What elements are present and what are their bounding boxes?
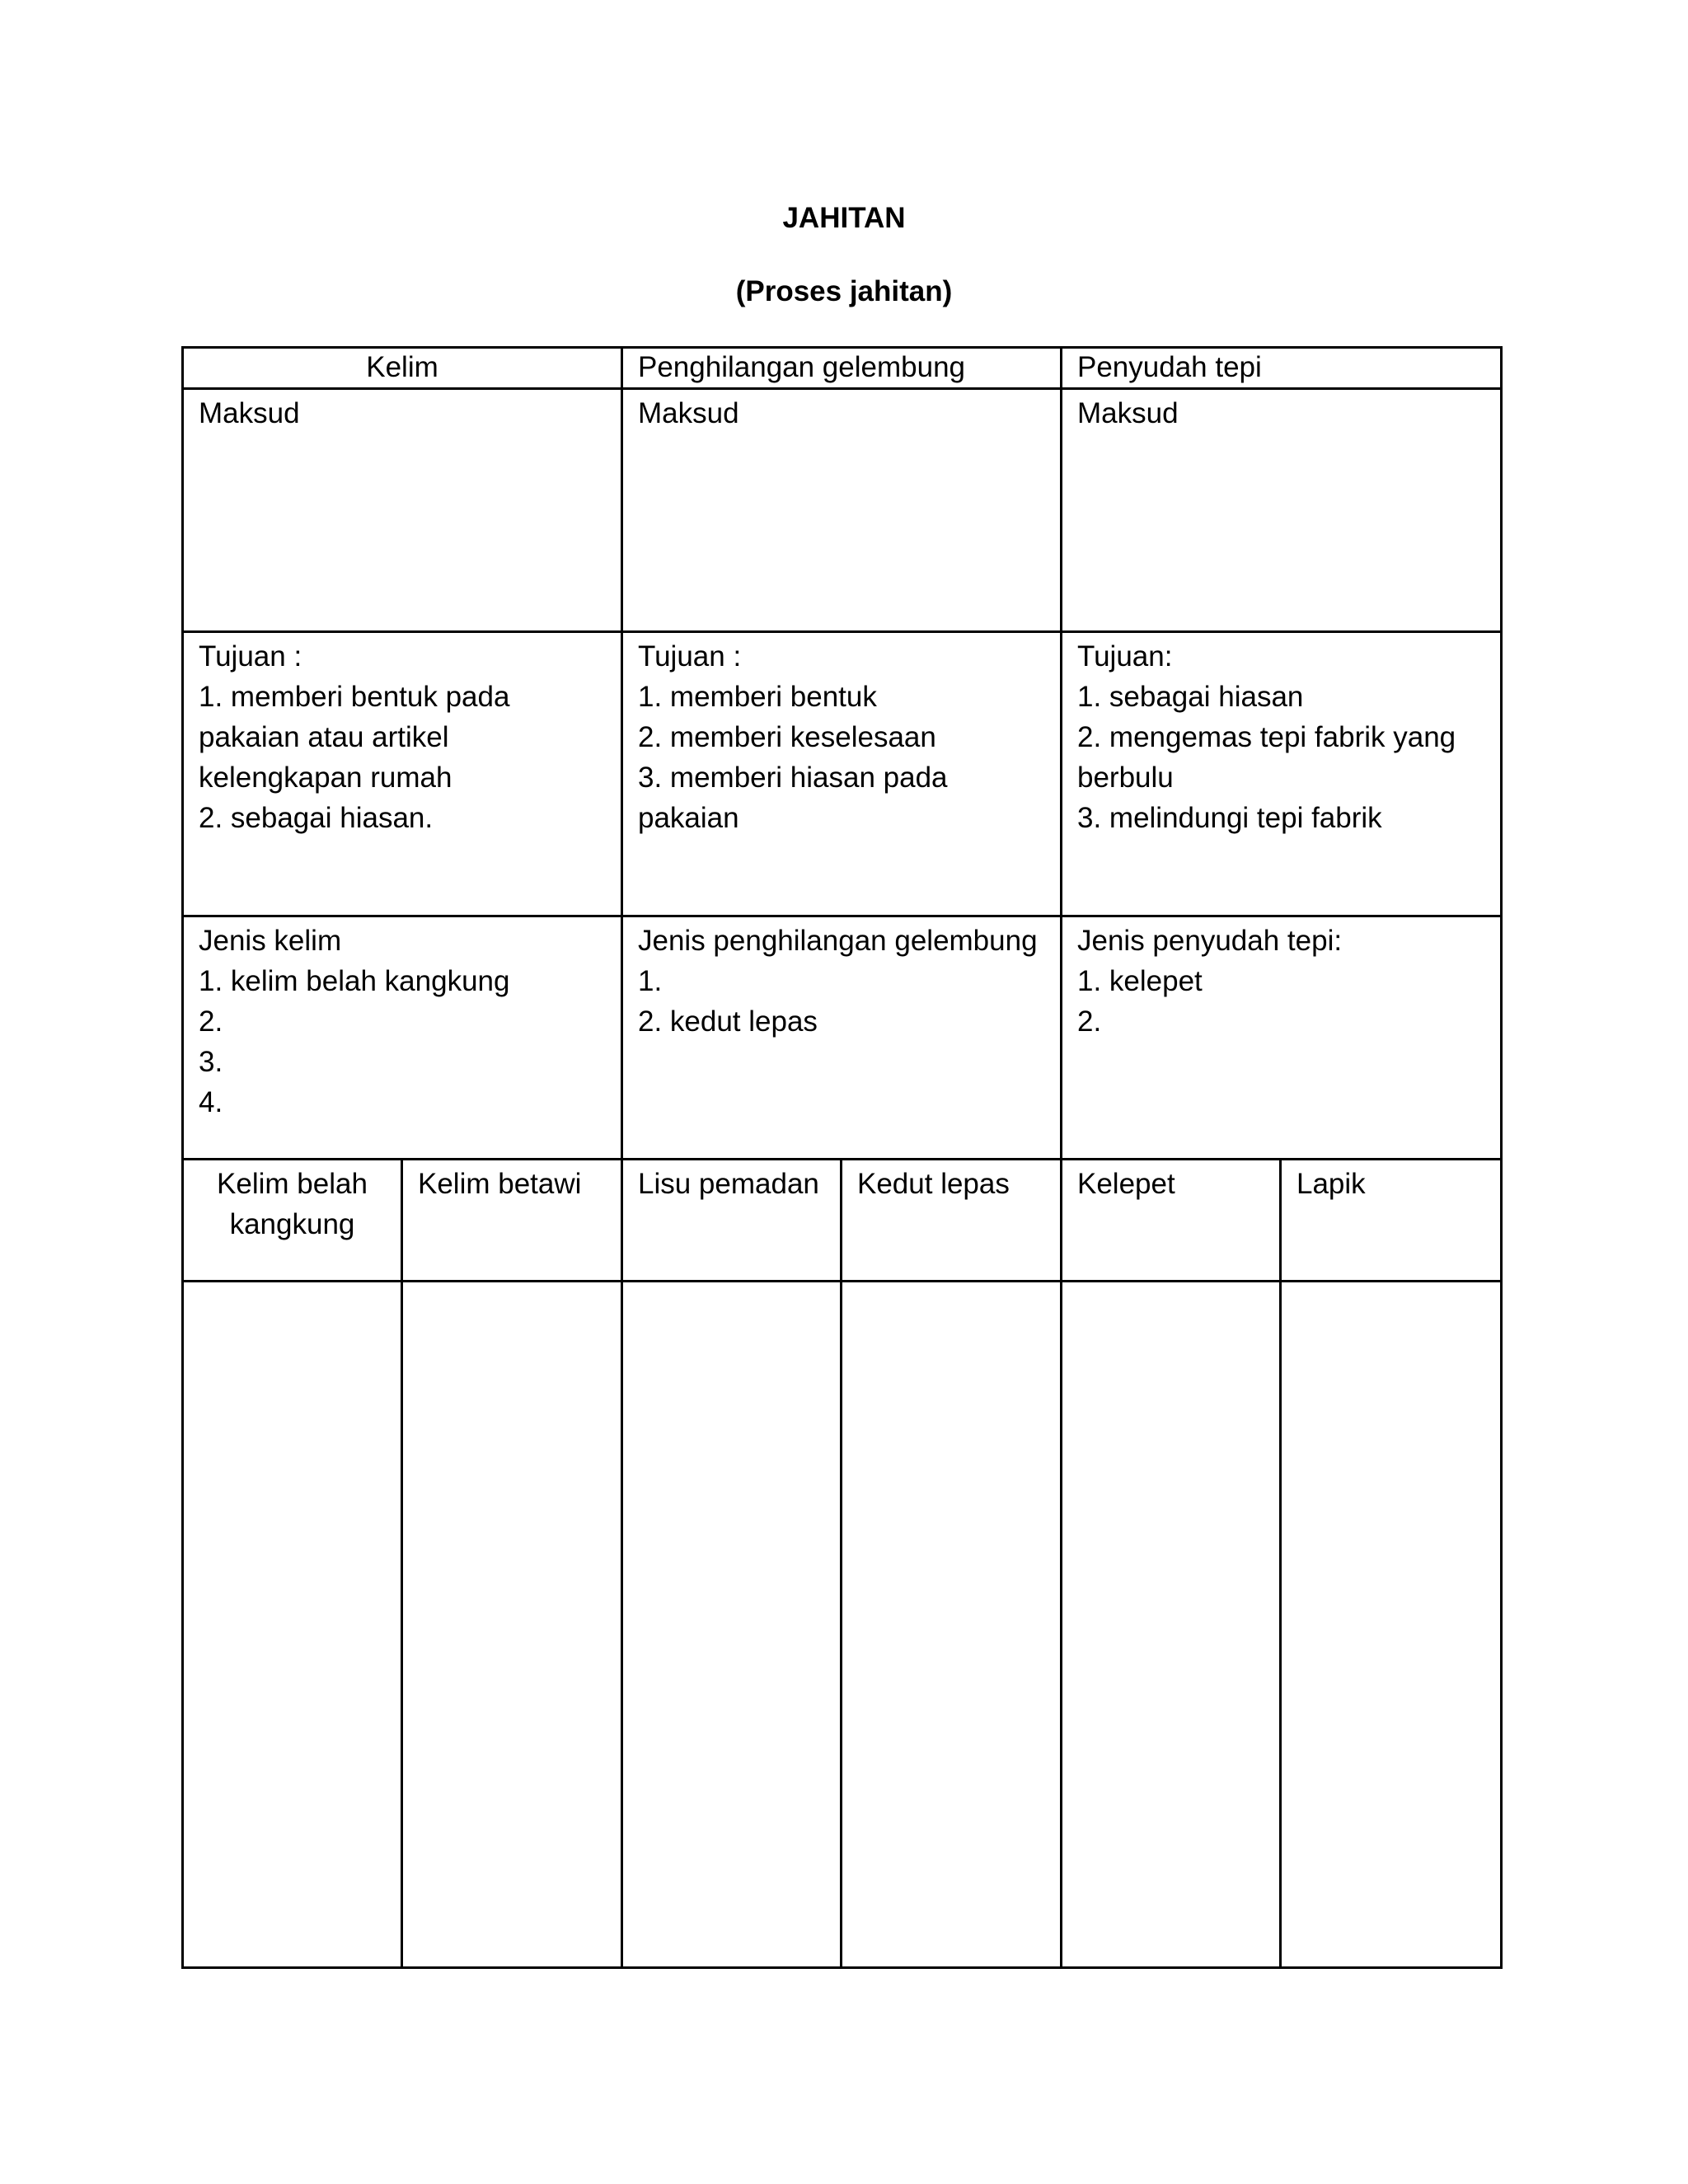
tujuan-cell-penghilangan-gelembung: Tujuan : 1. memberi bentuk 2. memberi keselesaan 3. memberi hiasan pada pakaian xyxy=(622,632,1062,916)
subtype-cell-kelim-betawi: Kelim betawi xyxy=(402,1160,622,1282)
tujuan-cell-kelim: Tujuan : 1. memberi bentuk pada pakaian atau artikel kelengkapan rumah 2. sebagai hiasan. xyxy=(183,632,622,916)
column-heading-penghilangan-gelembung: Penghilangan gelembung xyxy=(622,348,1062,389)
subtype-row xyxy=(183,1160,1502,1282)
answer-cell-lisu-pemadan[interactable] xyxy=(622,1282,842,1968)
answer-cell-kelim-betawi[interactable] xyxy=(402,1282,622,1968)
subtype-cell-kelim-belah-kangkung: Kelim belah kangkung xyxy=(183,1160,402,1282)
subtype-cell-lisu-pemadan: Lisu pemadan xyxy=(622,1160,842,1282)
tujuan-cell-penyudah-tepi: Tujuan: 1. sebagai hiasan 2. mengemas tepi fabrik yang berbulu 3. melindungi tepi fabrik xyxy=(1062,632,1502,916)
maksud-cell-kelim: Maksud xyxy=(183,389,622,632)
answer-cell-lapik[interactable] xyxy=(1281,1282,1502,1968)
page-title: JAHITAN xyxy=(782,202,906,234)
page-subtitle: (Proses jahitan) xyxy=(735,275,953,307)
maksud-row xyxy=(183,389,1502,632)
answer-cell-kedut-lepas[interactable] xyxy=(842,1282,1062,1968)
tujuan-row xyxy=(183,632,1502,916)
answer-cell-kelim-belah-kangkung[interactable] xyxy=(183,1282,402,1968)
jenis-row xyxy=(183,916,1502,1160)
jenis-cell-kelim: Jenis kelim 1. kelim belah kangkung 2. 3. 4. xyxy=(183,916,622,1160)
maksud-cell-penyudah-tepi: Maksud xyxy=(1062,389,1502,632)
subtype-cell-kelepet: Kelepet xyxy=(1062,1160,1281,1282)
table-header-row xyxy=(183,348,1502,389)
jenis-cell-penghilangan-gelembung: Jenis penghilangan gelembung 1. 2. kedut lepas xyxy=(622,916,1062,1160)
answer-cell-kelepet[interactable] xyxy=(1062,1282,1281,1968)
column-heading-kelim: Kelim xyxy=(183,348,622,389)
jenis-cell-penyudah-tepi: Jenis penyudah tepi: 1. kelepet 2. xyxy=(1062,916,1502,1160)
blank-answer-row xyxy=(183,1282,1502,1968)
subtype-cell-lapik: Lapik xyxy=(1281,1160,1502,1282)
maksud-cell-penghilangan-gelembung: Maksud xyxy=(622,389,1062,632)
worksheet-table xyxy=(181,346,1503,1969)
subtype-cell-kedut-lepas: Kedut lepas xyxy=(842,1160,1062,1282)
column-heading-penyudah-tepi: Penyudah tepi xyxy=(1062,348,1502,389)
